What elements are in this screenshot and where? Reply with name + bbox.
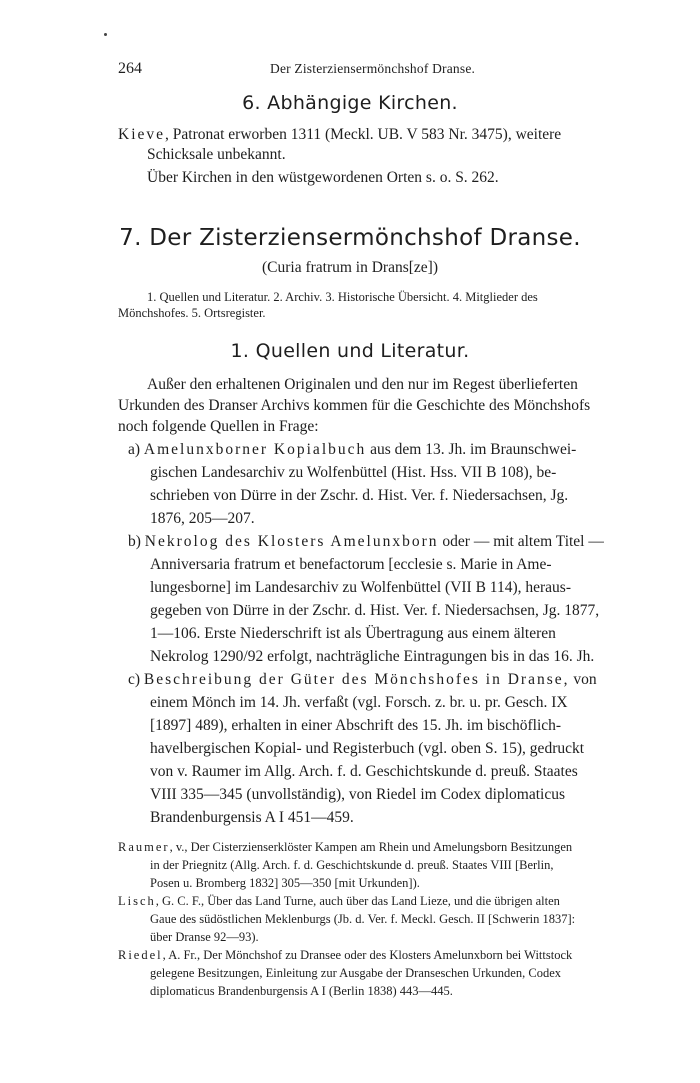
lit-riedel-text-1: , A. Fr., Der Mönchshof zu Dransee oder des Klosters Amelunxborn bei Wittstock <box>162 948 573 962</box>
lit-lisch-author: Lisch <box>118 894 156 908</box>
lit-lisch-text-1: , G. C. F., Über das Land Turne, auch über das Land Lieze, und die übrigen alten <box>155 894 560 908</box>
intro-line-2: Urkunden des Dranser Archivs kommen für die Geschichte des Mönchshofs <box>118 397 591 414</box>
item-c-title: Beschreibung der Güter des Mönchshofes in Dranse, <box>143 671 570 688</box>
item-c-rest: von <box>569 671 597 688</box>
print-speck <box>104 33 107 36</box>
item-c-line-2: einem Mönch im 14. Jh. verfaßt (vgl. Forsch. z. br. u. pr. Gesch. IX <box>150 694 568 711</box>
item-c-marker: c) <box>128 671 141 688</box>
intro-line-1: Außer den erhaltenen Originalen und den nur im Regest überlieferten <box>147 376 578 393</box>
lit-raumer-text-1: , v., Der Cisterzienserklöster Kampen am Rhein und Amelungsborn Besitzungen <box>169 840 573 854</box>
section-6-heading: 6. Abhängige Kirchen. <box>242 92 458 114</box>
item-a-marker: a) <box>128 441 141 458</box>
section-7-subtitle: (Curia fratrum in Drans[ze]) <box>261 259 439 276</box>
lit-raumer-line-3: Posen u. Bromberg 1832] 305—350 [mit Urkunden]). <box>150 876 420 890</box>
lit-riedel-line-2: gelegene Besitzungen, Einleitung zur Ausgabe der Dranseschen Urkunden, Codex <box>150 966 561 980</box>
item-c-line-7: Brandenburgensis A I 451—459. <box>150 809 354 826</box>
running-title: Der Zisterziensermönchshof Dranse. <box>270 61 476 76</box>
item-c-line-3: [1897] 489), erhalten in einer Abschrift des 15. Jh. im bischöflich- <box>150 717 562 734</box>
toc-line-2: Mönchshofes. 5. Ortsregister. <box>118 306 266 320</box>
item-c-line-5: von v. Raumer im Allg. Arch. f. d. Geschichtskunde d. preuß. Staates <box>150 763 578 780</box>
item-c-line-1 <box>128 671 597 689</box>
item-c-line-4: havelbergischen Kopial- und Registerbuch (vgl. oben S. 15), gedruckt <box>150 740 585 757</box>
item-b-rest: oder — mit altem Titel — <box>438 533 604 550</box>
item-a-line-1 <box>128 441 576 459</box>
item-b-line-1 <box>128 533 604 551</box>
item-b-line-3: lungesborne] im Landesarchiv zu Wolfenbüttel (VII B 114), heraus- <box>150 579 571 596</box>
toc-line-1: 1. Quellen und Literatur. 2. Archiv. 3. Historische Übersicht. 4. Mitglieder des <box>147 290 538 304</box>
item-b-line-2: Anniversaria fratrum et benefactorum [ecclesie s. Marie in Ame- <box>150 556 552 573</box>
kieve-line-1 <box>118 126 561 144</box>
kieve-text-1: , Patronat erworben 1311 (Meckl. UB. V 583 Nr. 3475), weitere <box>165 126 562 143</box>
kieve-line-2: Schicksale unbekannt. <box>147 146 286 163</box>
intro-line-3: noch folgende Quellen in Frage: <box>118 418 319 435</box>
item-c-line-6: VIII 335—345 (unvollständig), von Riedel im Codex diplomaticus <box>150 786 566 803</box>
item-a-rest: aus dem 13. Jh. im Braunschwei- <box>366 441 577 458</box>
kirchen-line: Über Kirchen in den wüstgewordenen Orten s. o. S. 262. <box>147 169 499 186</box>
kieve-name: Kieve <box>118 126 166 143</box>
page-number: 264 <box>118 60 142 77</box>
lit-lisch-line-3: über Dranse 92—93). <box>150 930 259 944</box>
lit-raumer-line-2: in der Priegnitz (Allg. Arch. f. d. Geschichtskunde d. preuß. Staates VIII [Berlin, <box>150 858 554 872</box>
lit-raumer-author: Raumer <box>118 840 170 854</box>
lit-riedel-line-1 <box>118 948 572 963</box>
item-a-title: Amelunxborner Kopialbuch <box>143 441 367 458</box>
item-b-line-4: gegeben von Dürre in der Zschr. d. Hist. Ver. f. Niedersachsen, Jg. 1877, <box>150 602 600 619</box>
item-b-line-5: 1—106. Erste Niederschrift ist als Übertragung aus einem älteren <box>150 625 556 642</box>
quellen-heading: 1. Quellen und Literatur. <box>230 340 470 362</box>
lit-raumer-line-1 <box>118 840 572 855</box>
item-b-marker: b) <box>128 533 141 550</box>
lit-lisch-line-2: Gaue des südöstlichen Meklenburgs (Jb. d. Ver. f. Meckl. Gesch. II [Schwerin 1837]: <box>150 912 576 926</box>
item-a-line-3: schrieben von Dürre in der Zschr. d. Hist. Ver. f. Niedersachsen, Jg. <box>150 487 569 504</box>
section-7-heading: 7. Der Zisterziensermönchshof Dranse. <box>119 225 581 251</box>
item-b-title: Nekrolog des Klosters Amelunxborn <box>144 533 439 550</box>
item-a-line-4: 1876, 205—207. <box>150 510 255 527</box>
item-b-line-6: Nekrolog 1290/92 erfolgt, nachträgliche Eintragungen bis in das 16. Jh. <box>150 648 595 665</box>
lit-lisch-line-1 <box>118 894 560 909</box>
lit-riedel-author: Riedel <box>118 948 163 962</box>
item-a-line-2: gischen Landesarchiv zu Wolfenbüttel (Hist. Hss. VII B 108), be- <box>150 464 557 481</box>
running-head <box>118 60 588 80</box>
lit-riedel-line-3: diplomaticus Brandenburgensis A I (Berlin 1838) 443—445. <box>150 984 453 998</box>
